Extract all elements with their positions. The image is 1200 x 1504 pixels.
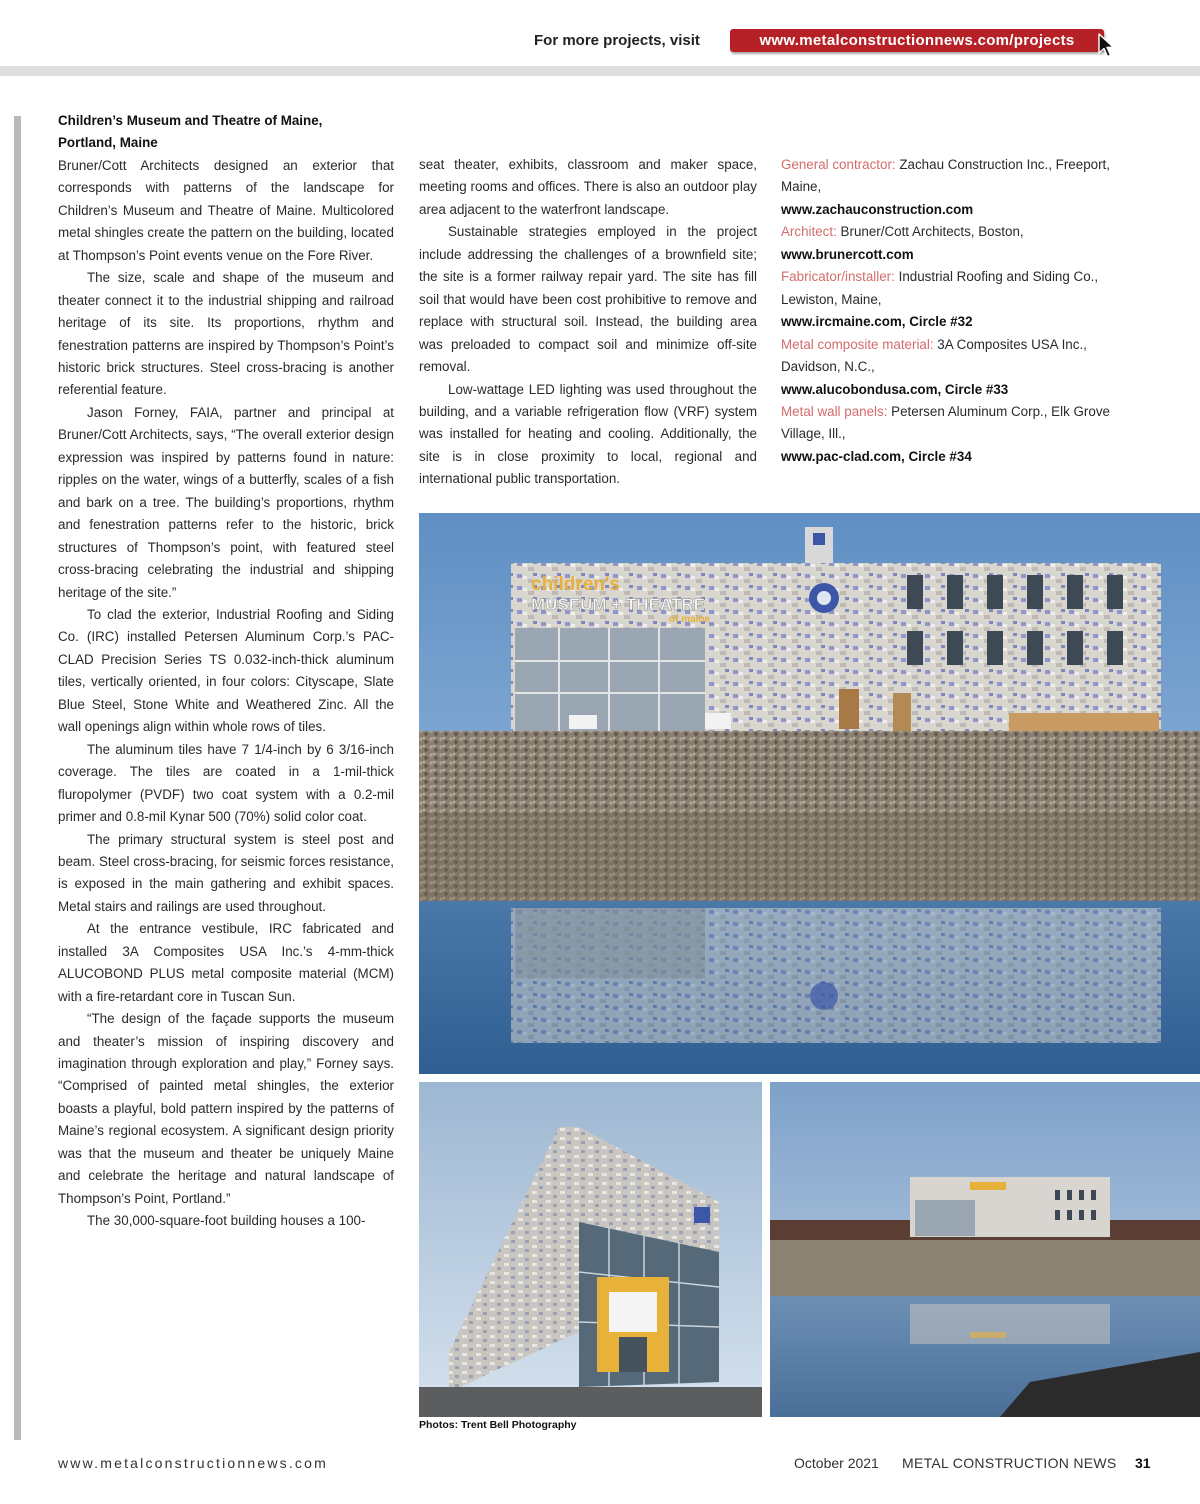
paragraph: Bruner/Cott Architects designed an exterior that corresponds with patterns of the landscape for Children’s Museum and Theatre of Maine. Multicolored metal shingles create the pattern on the building, located at Thompson’s Point events venue on the Fore River. xyxy=(58,157,394,263)
sign-line1: children's xyxy=(531,574,620,595)
credit-fabricator xyxy=(781,266,1111,333)
photo-building-reflection xyxy=(419,513,1200,1074)
paragraph: The primary structural system is steel post and beam. Steel cross-bracing, for seismic forces resistance, is exposed in the main gathering and exhibit spaces. Metal stairs and railings are used throughout. xyxy=(58,831,394,914)
page-number: 31 xyxy=(1135,1455,1151,1471)
footer-url[interactable]: www.metalconstructionnews.com xyxy=(58,1455,328,1471)
header-divider-band xyxy=(0,66,1200,76)
credit-website[interactable]: www.zachauconstruction.com xyxy=(781,201,974,217)
cursor-arrow-icon xyxy=(1097,33,1115,59)
paragraph: Jason Forney, FAIA, partner and principal at Bruner/Cott Architects, says, “The overall exterior design expression was inspired by patterns found in nature: ripples on the water, wings of a butterfly, scales of a fish and bark on a tree. The building’s proportions, rhythm and fenestration patterns refer to the historic, brick structures of Thompson’s point, with featured steel cross-bracing celebrating the industrial and shipping heritage of the site.” xyxy=(58,404,394,600)
footer-publication: METAL CONSTRUCTION NEWS xyxy=(902,1455,1117,1471)
credit-label: Fabricator/installer: xyxy=(781,269,895,285)
credit-label: Architect: xyxy=(781,224,837,240)
project-credits xyxy=(781,154,1111,468)
visit-label: For more projects, visit xyxy=(534,32,700,49)
paragraph: At the entrance vestibule, IRC fabricated and installed 3A Composites USA Inc.’s 4-mm-thick ALUCOBOND PLUS metal composite material (MCM) with a fire-retardant core in Tuscan Sun. xyxy=(58,921,394,1004)
credit-text: Zachau Construction Inc., Freeport, Maine, xyxy=(781,157,1110,195)
paragraph: To clad the exterior, Industrial Roofing and Siding Co. (IRC) installed Petersen Aluminum Corp.’s PAC-CLAD Precision Series TS 0.032-inch-thick aluminum tiles, vertically oriented, in four colors: Cityscape, Slate Blue Steel, Stone White and Weathered Zinc. All the wall openings align within whole rows of tiles. xyxy=(58,606,394,735)
sign-line2: MUSEUM + THEATRE xyxy=(531,595,705,614)
footer-date: October 2021 xyxy=(794,1455,879,1471)
credit-website[interactable]: www.brunercott.com xyxy=(781,246,914,262)
paragraph: The 30,000-square-foot building houses a 100- xyxy=(87,1213,366,1229)
credit-label: General contractor: xyxy=(781,157,896,172)
credit-text: Petersen Aluminum Corp., Elk Grove Village, Ill., xyxy=(781,403,1110,442)
credit-text: 3A Composites USA Inc., Davidson, N.C., xyxy=(781,336,1087,375)
projects-link[interactable]: www.metalconstructionnews.com/projects xyxy=(730,29,1104,52)
credit-label: Metal wall panels: xyxy=(781,403,888,419)
article-column-2 xyxy=(419,154,757,491)
photo-credit: Photos: Trent Bell Photography xyxy=(419,1419,577,1431)
credit-website[interactable]: www.ircmaine.com, Circle #32 xyxy=(781,314,973,330)
credit-text: Industrial Roofing and Siding Co., Lewiston, Maine, xyxy=(781,269,1099,307)
credit-website[interactable]: www.pac-clad.com, Circle #34 xyxy=(781,448,972,464)
sign-line3: of maine xyxy=(669,614,711,625)
paragraph: Low-wattage LED lighting was used throughout the building, and a variable refrigeration flow (VRF) system was installed for heating and cooling. Additionally, the site is in close proximity to local, regional and international public transportation. xyxy=(419,381,757,487)
credit-website[interactable]: www.alucobondusa.com, Circle #33 xyxy=(781,381,1009,397)
article-heading-line2: Portland, Maine xyxy=(58,135,158,151)
paragraph: Sustainable strategies employed in the project include addressing the challenges of a brownfield site; the site is a former railway repair yard. The site has fill soil that would have been cost prohibitive to remove and replace with structural soil. Instead, the building area was preloaded to compact soil and minimize off-site removal. xyxy=(419,224,757,375)
article-column-1 xyxy=(58,110,394,1233)
page-header xyxy=(0,0,1200,66)
credit-metal-composite xyxy=(781,334,1111,401)
paragraph: “The design of the façade supports the museum and theater’s mission of inspiring discovery and imagination through exploration and play,” Forney says. “Comprised of painted metal shingles, the exterior boasts a playful, bold pattern inspired by the patterns of Maine’s regional ecosystem. A significant design priority was that the museum and theater be uniquely Maine and celebrate the heritage and natural landscape of Thompson’s Point, Portland.” xyxy=(58,1011,394,1206)
paragraph: The aluminum tiles have 7 1/4-inch by 6 3/16-inch coverage. The tiles are coated in a 1-mil-thick fluropolymer (PVDF) two coat system with a 0.2-mil primer and 0.8-mil Kynar 500 (70%) solid color coat. xyxy=(58,741,394,825)
side-rule xyxy=(14,116,21,1440)
credit-label: Metal composite material: xyxy=(781,336,934,352)
credit-architect xyxy=(781,221,1111,266)
credit-general-contractor xyxy=(781,154,1111,221)
paragraph: The size, scale and shape of the museum and theater connect it to the industrial shipping and railroad heritage of its site. Its proportions, rhythm and fenestration patterns are inspired by Thompson’s Point’s historic brick structures. Steel cross-bracing is another referential feature. xyxy=(58,270,394,398)
photo-building-corner xyxy=(419,1082,762,1417)
credit-metal-wall-panels xyxy=(781,401,1111,468)
article-heading-line1: Children’s Museum and Theatre of Maine, xyxy=(58,113,323,128)
paragraph: seat theater, exhibits, classroom and maker space, meeting rooms and offices. There is also an outdoor play area adjacent to the waterfront landscape. xyxy=(419,157,757,217)
credit-text: Bruner/Cott Architects, Boston, xyxy=(840,224,1024,240)
photo-building-distant xyxy=(770,1082,1200,1417)
